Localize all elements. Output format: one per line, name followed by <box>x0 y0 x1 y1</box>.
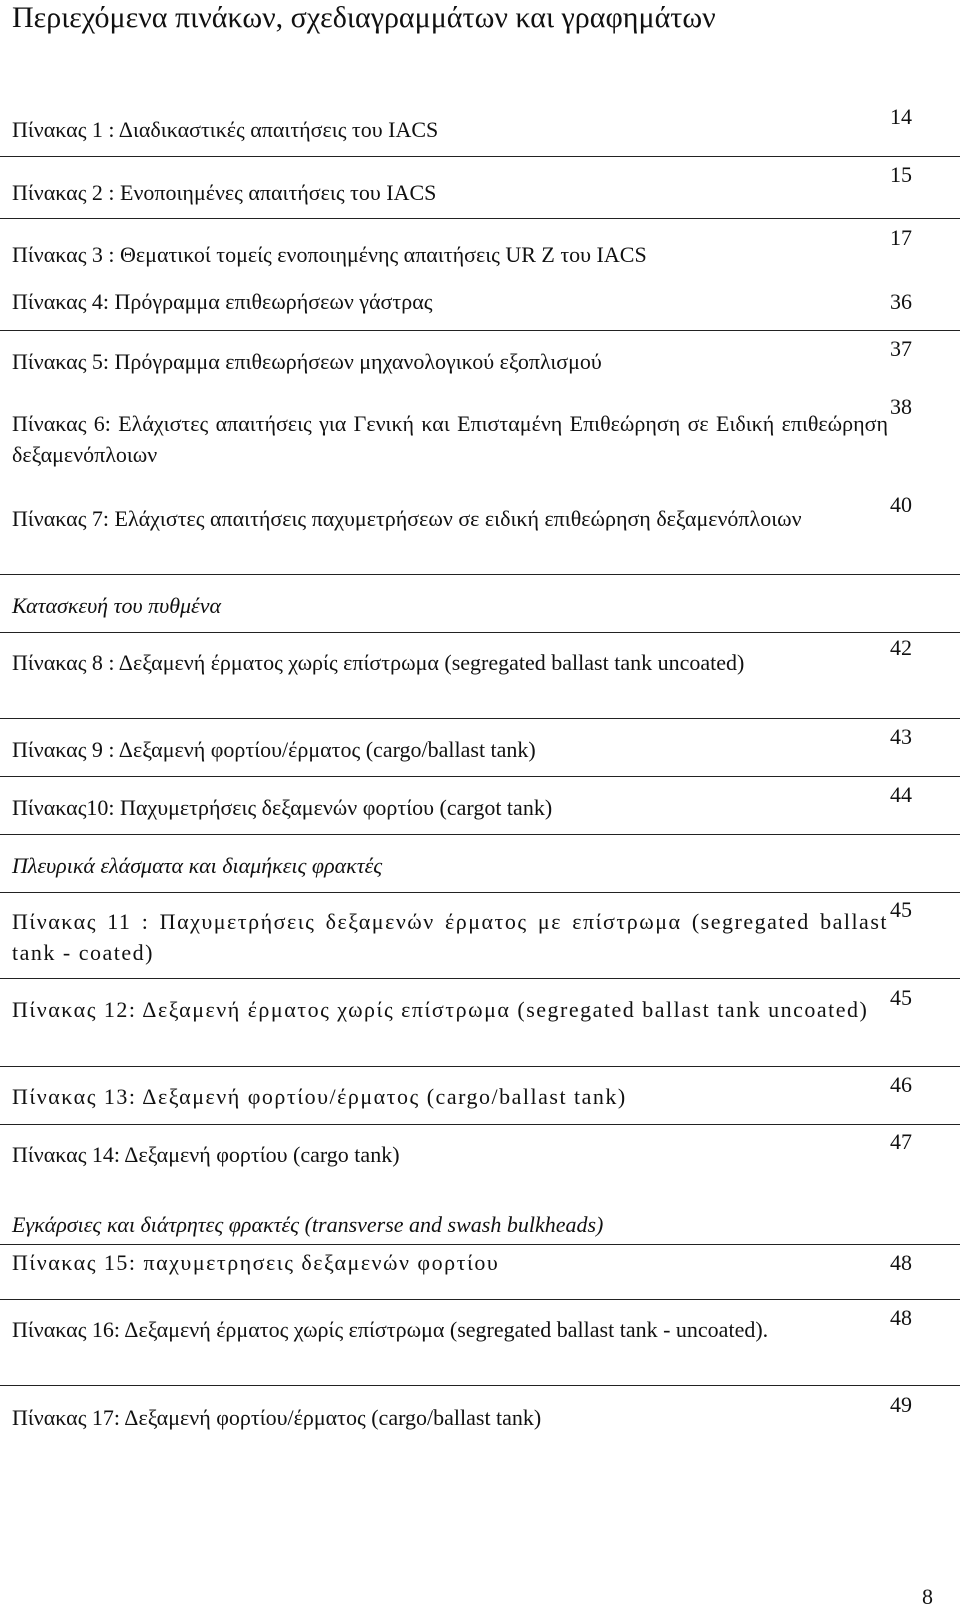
page-number: 8 <box>922 1584 933 1609</box>
row-divider <box>0 218 960 219</box>
row-divider <box>0 1299 960 1300</box>
row-divider <box>0 776 960 777</box>
row-divider <box>0 1244 960 1245</box>
row-divider <box>0 978 960 979</box>
toc-entry-table-16: Πίνακας 16: Δεξαμενή έρματος χωρίς επίστρωμα (segregated ballast tank - uncoated). <box>12 1317 769 1342</box>
row-divider <box>0 1066 960 1067</box>
toc-entry-table-4: Πίνακας 4: Πρόγραμμα επιθεωρήσεων γάστρας <box>12 289 433 314</box>
toc-page-table-3: 17 <box>890 225 912 250</box>
toc-entry-table-12: Πίνακας 12: Δεξαμενή έρματος χωρίς επίστρωμα (segregated ballast tank uncoated) <box>12 997 869 1022</box>
toc-page-table-13: 46 <box>890 1072 912 1097</box>
row-divider <box>0 1124 960 1125</box>
toc-page-table-1: 14 <box>890 104 912 129</box>
section-heading-bottom-structure: Κατασκευή του πυθμένα <box>12 593 222 618</box>
toc-page-table-11: 45 <box>890 897 912 922</box>
toc-entry-table-9: Πίνακας 9 : Δεξαμενή φορτίου/έρματος (cargo/ballast tank) <box>12 737 536 762</box>
toc-page-table-9: 43 <box>890 724 912 749</box>
toc-page-table-14: 47 <box>890 1129 912 1154</box>
toc-entry-table-14: Πίνακας 14: Δεξαμενή φορτίου (cargo tank) <box>12 1142 400 1167</box>
toc-page-table-17: 49 <box>890 1392 912 1417</box>
row-divider <box>0 574 960 575</box>
toc-entry-table-1: Πίνακας 1 : Διαδικαστικές απαιτήσεις του IACS <box>12 117 439 142</box>
toc-entry-table-11: Πίνακας 11 : Παχυμετρήσεις δεξαμενών έρματος με επίστρωμα (segregated ballast tank - coated) <box>12 909 888 965</box>
toc-page-table-8: 42 <box>890 635 912 660</box>
toc-entry-table-6: Πίνακας 6: Ελάχιστες απαιτήσεις για Γενική και Επισταμένη Επιθεώρηση σε Ειδική επιθεώρηση δεξαμενόπλοιων <box>12 411 888 467</box>
row-divider <box>0 330 960 331</box>
toc-entry-table-17: Πίνακας 17: Δεξαμενή φορτίου/έρματος (cargo/ballast tank) <box>12 1405 542 1430</box>
toc-entry-table-7: Πίνακας 7: Ελάχιστες απαιτήσεις παχυμετρήσεων σε ειδική επιθεώρηση δεξαμενόπλοιων <box>12 506 802 531</box>
toc-page-table-5: 37 <box>890 336 912 361</box>
toc-page-table-10: 44 <box>890 782 912 807</box>
toc-page-table-15: 48 <box>890 1250 912 1275</box>
toc-page-table-7: 40 <box>890 492 912 517</box>
toc-entry-table-15: Πίνακας 15: παχυμετρησεις δεξαμενών φορτίου <box>12 1250 500 1275</box>
toc-entry-table-5: Πίνακας 5: Πρόγραμμα επιθεωρήσεων μηχανολογικού εξοπλισμού <box>12 349 602 374</box>
row-divider <box>0 834 960 835</box>
row-divider <box>0 892 960 893</box>
section-heading-bulkheads: Εγκάρσιες και διάτρητες φρακτές (transverse and swash bulkheads) <box>12 1212 604 1237</box>
row-divider <box>0 718 960 719</box>
toc-page-table-4: 36 <box>890 289 912 314</box>
toc-entry-table-2: Πίνακας 2 : Ενοποιημένες απαιτήσεις του IACS <box>12 180 437 205</box>
toc-entry-table-10: Πίνακας10: Παχυμετρήσεις δεξαμενών φορτίου (cargot tank) <box>12 795 553 820</box>
toc-page-table-6: 38 <box>890 394 912 419</box>
toc-entry-table-13: Πίνακας 13: Δεξαμενή φορτίου/έρματος (cargo/ballast tank) <box>12 1084 627 1109</box>
row-divider <box>0 156 960 157</box>
page-title: Περιεχόμενα πινάκων, σχεδιαγραμμάτων και γραφημάτων <box>12 1 716 34</box>
row-divider <box>0 1385 960 1386</box>
section-heading-side-shell: Πλευρικά ελάσματα και διαμήκεις φρακτές <box>12 853 383 878</box>
toc-page-table-16: 48 <box>890 1305 912 1330</box>
row-divider <box>0 632 960 633</box>
toc-entry-table-8: Πίνακας 8 : Δεξαμενή έρματος χωρίς επίστρωμα (segregated ballast tank uncoated) <box>12 650 745 675</box>
toc-entry-table-3: Πίνακας 3 : Θεματικοί τομείς ενοποιημένης απαιτήσεις UR Z του IACS <box>12 242 647 267</box>
toc-page-table-2: 15 <box>890 162 912 187</box>
toc-page-table-12: 45 <box>890 985 912 1010</box>
